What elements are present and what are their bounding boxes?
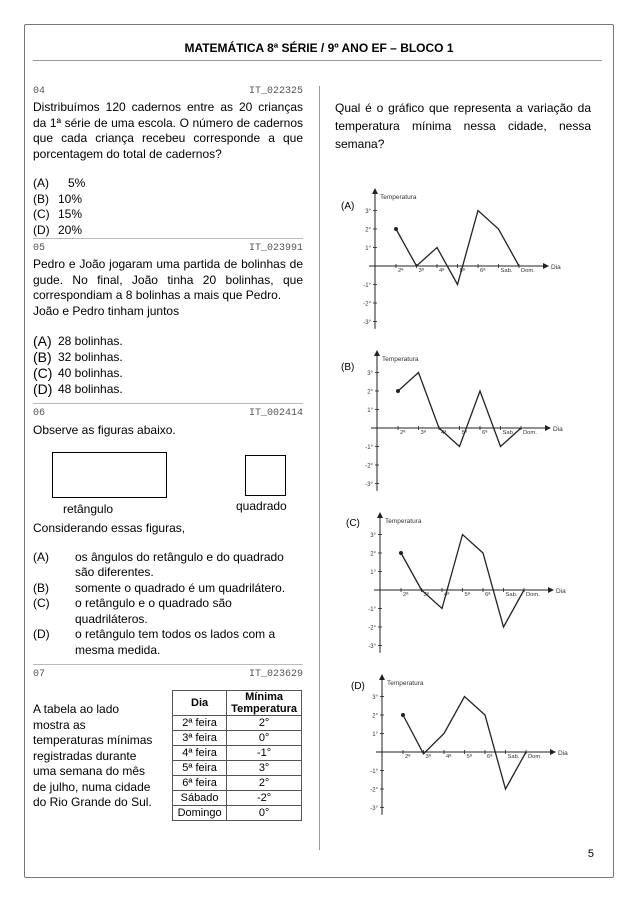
option-a[interactable]: (A) 28 bolinhas. [33,333,123,349]
table-cell-temp: -1° [227,746,302,761]
question-05 [33,243,303,397]
table-row [173,716,302,731]
x-axis-arrow [543,263,549,269]
header-divider [33,60,602,61]
table-row [173,746,302,761]
y-tick-label: 2° [365,227,371,234]
y-tick-label: 3° [365,208,371,215]
table-cell-day: Domingo [173,806,227,821]
y-tick-label: -2° [368,625,376,632]
x-tick-label: 5ª [466,754,472,760]
table-row [173,761,302,776]
x-tick-label: Sab. [507,754,520,760]
question-code: IT_023991 [248,243,303,254]
graph-a [358,188,590,338]
y-tick-label: 3° [372,694,378,701]
x-tick-label: 2ª [405,754,411,760]
y-tick-label: -3° [363,319,371,326]
question-06-options [33,521,303,658]
question-code: IT_022325 [248,86,303,97]
x-tick-label: 2ª [398,268,404,274]
y-axis-arrow [372,188,378,194]
table-cell-day: 5ª feira [173,761,227,776]
question-text: Pedro e João jogaram uma partida de bolinhas de gude. No final, João tinha 20 bolinhas, que correspondiam a 8 bolinhas a mais que Pedro. [33,257,303,302]
graph-c-label: (C) [346,518,360,529]
question-header [33,243,303,255]
x-axis-label: Dia [551,264,561,271]
x-tick-label: 5ª [459,268,465,274]
option-d[interactable]: (D) 48 bolinhas. [33,381,123,397]
graph-c [363,512,595,662]
x-axis-arrow [548,587,554,593]
table-cell-temp: 0° [227,806,302,821]
x-tick-label: 5ª [464,592,470,598]
y-tick-label: 2° [367,389,373,396]
question-header [33,669,303,681]
option-d[interactable]: (D) 20% [33,222,83,237]
x-tick-label: Dom. [521,268,535,274]
question-07 [33,669,303,681]
x-tick-label: 3ª [418,268,424,274]
graph-b-label: (B) [341,362,355,373]
x-tick-label: 4ª [444,592,450,598]
option-c[interactable]: (C) 15% [33,207,83,221]
x-tick-label: 3ª [425,754,431,760]
table-cell-day: Sábado [173,791,227,806]
graph-a-label: (A) [341,201,355,212]
y-tick-label: 3° [370,532,376,539]
y-tick-label: -2° [365,463,373,470]
x-tick-label: 2ª [403,592,409,598]
graph-d [365,674,597,824]
column-divider [319,86,320,850]
option-a[interactable]: (A) os ângulos do retângulo e do quadrado são diferentes. [33,549,284,579]
option-b[interactable]: (B) 32 bolinhas. [33,349,123,365]
separator [33,403,303,404]
x-axis-arrow [550,749,556,755]
y-tick-label: -3° [368,643,376,650]
y-axis-arrow [377,512,383,518]
question-number: 04 [33,86,46,97]
y-axis-arrow [379,674,385,680]
square-figure [245,455,286,496]
graph-d-label: (D) [351,681,365,692]
y-tick-label: 1° [367,407,373,414]
table-cell-temp: 2° [227,776,302,791]
x-tick-label: 2ª [400,430,406,436]
y-tick-label: 1° [370,569,376,576]
y-tick-label: -1° [363,282,371,289]
y-tick-label: 1° [365,245,371,252]
start-point [399,551,403,555]
question-number: 07 [33,669,46,680]
question-header [33,408,303,420]
y-axis-label: Temperatura [387,680,424,687]
option-c[interactable]: (C) o retângulo e o quadrado são quadriláteros. [33,596,232,626]
x-axis-arrow [545,425,551,431]
x-tick-label: 4ª [439,268,445,274]
question-number: 05 [33,243,46,254]
x-axis-label: Dia [556,588,566,595]
start-point [396,389,400,393]
table-cell-temp: 0° [227,731,302,746]
question-07-prompt: Qual é o gráfico que representa a variação da temperatura mínima nessa cidade, nessa semana? [335,101,591,151]
start-point [401,713,405,717]
temperature-table [172,690,302,821]
x-tick-label: Dom. [526,592,540,598]
table-cell-temp: 2° [227,716,302,731]
x-tick-label: 6ª [487,754,493,760]
rectangle-label: retângulo [63,502,114,516]
y-axis-label: Temperatura [385,518,422,525]
question-header [33,86,303,98]
separator [33,664,303,665]
rectangle-figure [52,452,167,498]
y-axis-label: Temperatura [382,356,419,363]
question-code: IT_002414 [248,408,303,419]
page-number: 5 [587,848,594,860]
x-tick-label: 6ª [482,430,488,436]
x-tick-label: 4ª [446,754,452,760]
y-tick-label: 2° [370,551,376,558]
option-d[interactable]: (D) o retângulo tem todos os lados com a mesma medida. [33,627,276,657]
series-line [403,697,526,790]
x-tick-label: Dom. [523,430,537,436]
x-tick-label: 6ª [485,592,491,598]
y-tick-label: -2° [363,301,371,308]
table-row [173,806,302,821]
start-point [394,227,398,231]
separator [33,238,303,239]
question-number: 06 [33,408,46,419]
y-axis-arrow [374,350,380,356]
y-tick-label: -2° [370,787,378,794]
table-cell-day: 2ª feira [173,716,227,731]
table-cell-temp: -2° [227,791,302,806]
question-code: IT_023629 [248,669,303,680]
table-cell-day: 3ª feira [173,731,227,746]
question-prompt: João e Pedro tinham juntos [33,303,180,318]
y-tick-label: 3° [367,370,373,377]
question-text: Distribuímos 120 cadernos entre as 20 crianças da 1ª série de uma escola. O número de cadernos que cada criança recebeu corresponde a que porcentagem do total de cadernos? [33,100,303,161]
y-tick-label: -1° [370,768,378,775]
y-tick-label: 1° [372,731,378,738]
table-cell-day: 4ª feira [173,746,227,761]
table-cell-temp: 3° [227,761,302,776]
x-tick-label: 6ª [480,268,486,274]
x-tick-label: Sab. [505,592,518,598]
table-header-day: Dia [173,691,227,716]
question-04 [33,86,303,238]
question-text: Observe as figuras abaixo. [33,423,176,437]
x-tick-label: 5ª [461,430,467,436]
option-a[interactable]: (A) 5% [33,176,86,190]
option-c[interactable]: (C) 40 bolinhas. [33,365,123,381]
square-label: quadrado [236,499,287,513]
question-06 [33,408,303,439]
x-axis-label: Dia [553,426,563,433]
y-tick-label: -1° [368,606,376,613]
y-tick-label: -1° [365,444,373,451]
x-tick-label: 4ª [441,430,447,436]
graph-b [360,350,592,500]
x-tick-label: 3ª [420,430,426,436]
table-header-temp: Mínima Temperatura [227,691,302,716]
series-line [401,535,524,628]
question-prompt: Considerando essas figuras, [33,521,186,535]
table-row [173,776,302,791]
table-row [173,731,302,746]
x-tick-label: Sab. [502,430,515,436]
y-axis-label: Temperatura [380,194,417,201]
page-title: MATEMÁTICA 8ª SÉRIE / 9º ANO EF – BLOCO 1 [184,41,454,55]
option-b[interactable]: (B) 10% [33,191,83,206]
table-cell-day: 6ª feira [173,776,227,791]
x-tick-label: Dom. [528,754,542,760]
x-axis-label: Dia [558,750,568,757]
table-row [173,791,302,806]
x-tick-label: Sab. [500,268,513,274]
y-tick-label: -3° [370,805,378,812]
y-tick-label: -3° [365,481,373,488]
question-text: A tabela ao lado mostra as temperaturas mínimas registradas durante uma semana do mês de julho, numa cidade do Rio Grande do Sul. [33,702,153,809]
y-tick-label: 2° [372,713,378,720]
x-tick-label: 3ª [423,592,429,598]
option-b[interactable]: (B) somente o quadrado é um quadrilátero. [33,580,286,595]
